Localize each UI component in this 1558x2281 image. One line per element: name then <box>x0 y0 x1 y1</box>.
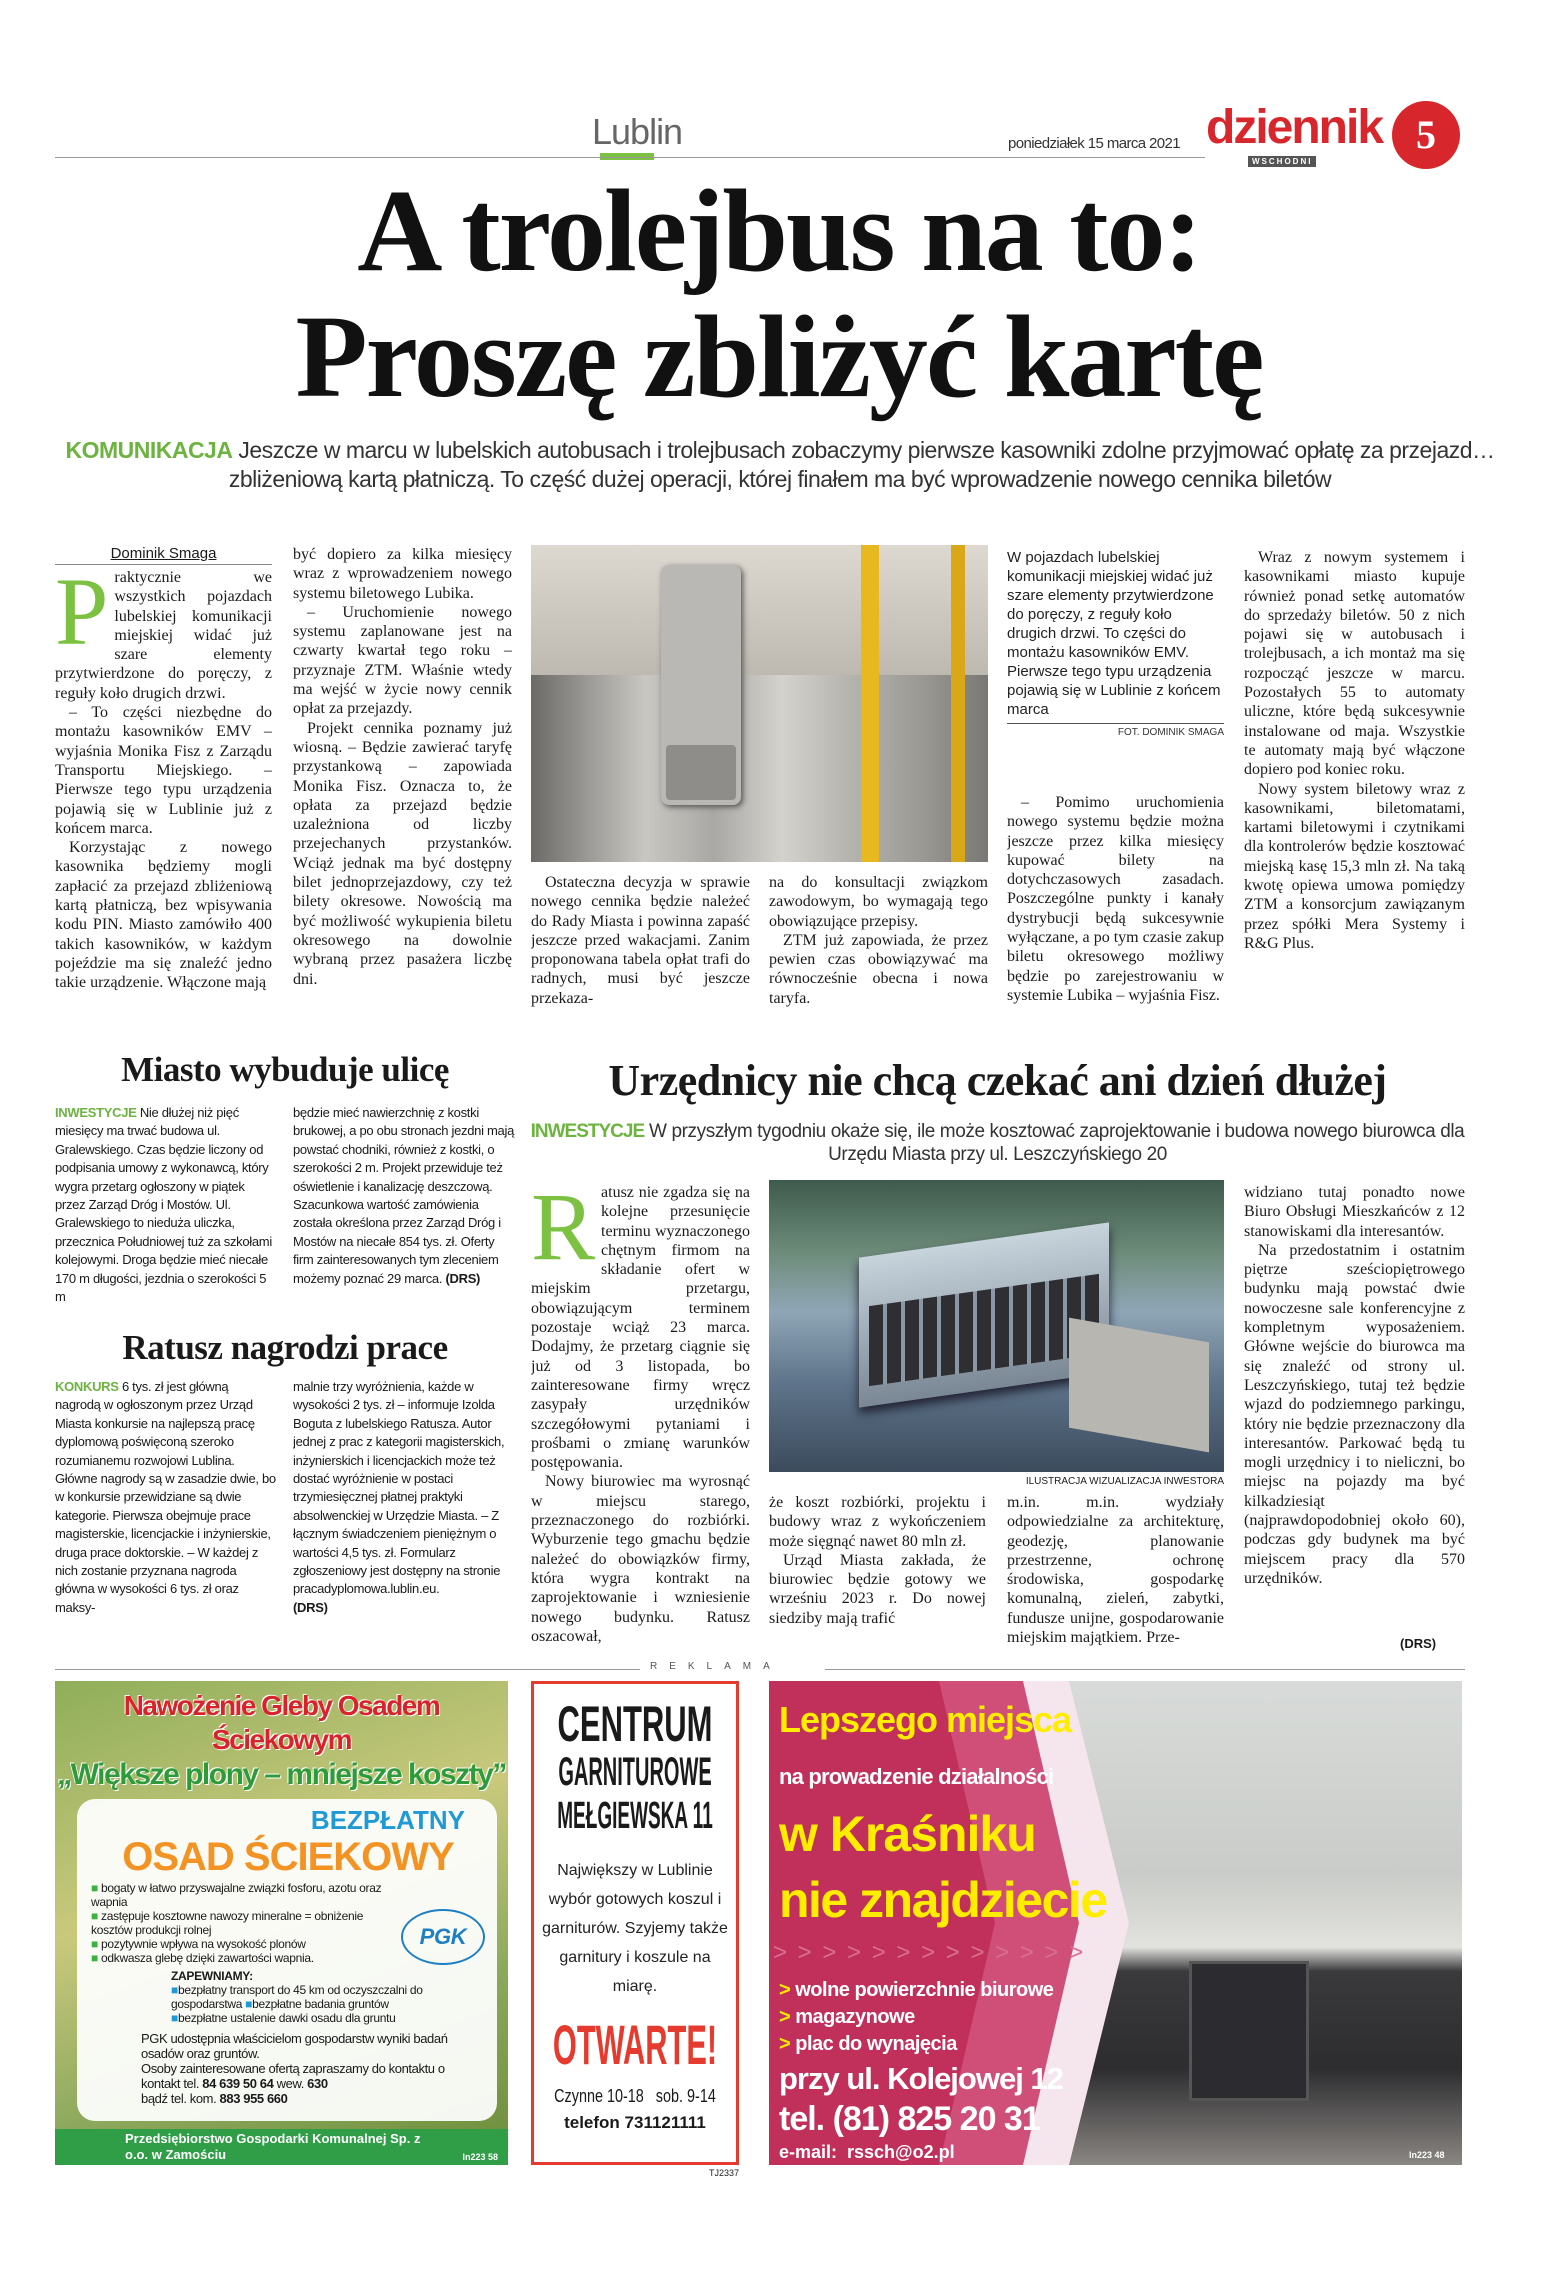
ad-divider-left <box>55 1669 640 1670</box>
ad3-phone: tel. (81) 825 20 31 <box>779 2100 1040 2138</box>
paragraph: raktycznie we wszystkich pojazdach lubelskiej komunikacji miejskiej widać już szare elementy przytwierdzone do poręczy, z reguły koło drugich drzwi. <box>55 569 272 702</box>
article-2-column-4 <box>1244 1183 1465 1630</box>
ticket-validator-photo <box>531 545 988 862</box>
paragraph: Projekt cennika poznamy już wiosną. – Będzie zawierać taryfę przystankową – zapowiada Monika Fisz. Oznacza to, że opłata za przejazd będzie uzależniona od liczby przejechanych przystanków. Wciąż jednak ma być dostępny bilet jednoprzejazdowy, czy też bilety okresowe. Nowością ma być możliwość wykupienia biletu okresowego na dowolnie wybraną przez pasażera liczbę dni. <box>293 719 512 988</box>
article-column-1 <box>55 545 272 1035</box>
newspaper-logo-sub: WSCHODNI <box>1248 156 1316 167</box>
paragraph: być dopiero za kilka miesięcy wraz z wprowadzeniem nowego systemu biletowego Lubika. <box>293 546 512 602</box>
article-2-kicker: INWESTYCJE <box>530 1121 645 1142</box>
paragraph: Ostateczna decyzja w sprawie nowego cennika będzie należeć do Rady Miasta i powinna zapaść jeszcze przed wakacjami. Zanim proponowana tabela opłat trafi do radnych, musi być jeszcze przekaza- <box>531 874 750 1007</box>
brief-1-text: będzie mieć nawierzchnię z kostki brukowej, a po obu stronach jezdni mają powstać chodniki, również z kostki, o szerokości 2 m. Projekt przewiduje też oświetlenie i kanalizację deszczową. Szacunkowa wartość zamówienia została określona przez Zarząd Dróg i Mostów na niecałe 854 tys. zł. Oferty firm zainteresowanych tym zleceniem możemy poznać 29 marca. <box>293 1105 514 1286</box>
issue-date: poniedziałek 15 marca 2021 <box>1008 135 1181 152</box>
ad2-body: Największy w Lublinie wybór gotowych koszul i garniturów. Szyjemy także garnitury i koszule na miarę. <box>542 1862 728 1995</box>
ad3-code: ln223 48 <box>1409 2150 1445 2160</box>
brief-2-column-2 <box>293 1378 515 1658</box>
ad1-benefits <box>91 1881 485 1965</box>
paragraph: m.in. m.in. wydziały odpowiedzialne za architekturę, geodezję, planowanie przestrzenne, ochronę środowiska, gospodarkę komunalną, zieleń, zabytki, fundusze unijne, gospodarowanie miejskim majątkiem. Prze- <box>1007 1494 1224 1647</box>
ad1-benefit: ■ zastępuje kosztowne nawozy mineralne = obniżenie kosztów produkcji rolnej <box>91 1909 364 1937</box>
drop-cap: R <box>531 1183 596 1280</box>
article-2-column-1 <box>531 1183 750 1655</box>
article-column-5 <box>1007 793 1224 1033</box>
suit-shop-ad <box>531 1681 739 2178</box>
ad1-slogan: „Większe plony – mniejsze koszty” <box>57 1758 506 1791</box>
ad1-content-box <box>77 1799 497 2121</box>
brief-2-title: Ratusz nagrodzi prace <box>122 1328 448 1367</box>
ad2-code: TJ2337 <box>708 2168 739 2178</box>
brief-2-column-1 <box>55 1378 277 1658</box>
ad3-arrows-decoration: > > > > > > > > > > > > > <box>773 1939 1086 1966</box>
article-2-headline: Urzędnicy nie chcą czekać ani dzień dłużej <box>608 1056 1387 1105</box>
photo-caption-block <box>1007 548 1224 738</box>
paragraph: – Pomimo uruchomienia nowego systemu będzie można jeszcze przez kilka miesięcy kupować bilety na dotychczasowych zasadach. Poszczególne punkty i kanały dystrybucji będą sukcesywnie wyłączane, a po tym czasie zakup biletu okresowego możliwy będzie po zarejestrowaniu w systemie Lubika – wyjaśnia Fisz. <box>1007 794 1224 1004</box>
ad2-open: OTWARTE! <box>552 2013 718 2076</box>
newspaper-logo: dziennik <box>1206 101 1383 154</box>
ad-divider-right <box>825 1669 1465 1670</box>
brief-2-sign: (DRS) <box>293 1599 328 1615</box>
header-rule <box>55 157 1205 158</box>
ad3-email: e-mail: rssch@o2.pl <box>779 2142 955 2162</box>
brief-1-sign: (DRS) <box>445 1270 481 1286</box>
paragraph: na do konsultacji związkom zawodowym, bo wymagają tego obowiązujące przepisy. <box>769 874 988 930</box>
article-column-4 <box>769 873 988 1033</box>
paragraph: Urząd Miasta zakłada, że biurowiec będzie gotowy we wrześniu 2023 r. Do nowej siedziby mają trafić <box>769 1551 986 1627</box>
ad1-benefit: ■ pozytywnie wpływa na wysokość plonów <box>91 1937 306 1951</box>
pgk-logo: PGK <box>401 1909 485 1965</box>
office-building-visualization <box>769 1180 1224 1472</box>
photo-caption: W pojazdach lubelskiej komunikacji miejskiej widać już szare elementy przytwierdzone do poręczy, z reguły koło drugich drzwi. To części do montażu kasowników EMV. Pierwsze tego typu urządzenia pojawią się w Lublinie z końcem marca <box>1007 549 1221 718</box>
ad2-phone: telefon 731121111 <box>564 2113 706 2132</box>
paragraph: Na przedostatnim i ostatnim piętrze sześciopiętrowego budynku mają powstać dwie nowoczesne sale konferencyjne z kompletnym wyposażeniem. Główne wejście do biurowca ma się znaleźć od strony ul. Leszczyńskiego, tutaj też będzie wjazd do podziemnego parkingu, który nie będzie przeznaczony dla interesantów. Parkować będą tu mogli urzędnicy i to nieliczni, bo miejsc na pojazdy ma być kilkadziesiąt (najprawdopodobniej około 60), podczas gdy budynek ma być miejscem pracy dla 570 urzędników. <box>1244 1241 1465 1587</box>
ad1-benefit: ■ odkwasza glebę dzięki zawartości wapnia. <box>91 1951 314 1965</box>
ad3-line-3: w Kraśniku <box>779 1806 1036 1862</box>
paragraph: widziano tutaj ponadto nowe Biuro Obsługi Mieszkańców z 12 stanowiskami dla interesantów. <box>1244 1184 1465 1240</box>
advertisement-label: REKLAMA <box>650 1661 782 1672</box>
brief-1-title: Miasto wybuduje ulicę <box>121 1050 449 1089</box>
ad1-code: ln223 58 <box>462 2152 498 2162</box>
ad3-line-2: na prowadzenie działalności <box>779 1764 1054 1789</box>
headline-line-1: A trolejbus na to: <box>357 165 1201 296</box>
ad3-line-1: Lepszego miejsca <box>779 1699 1072 1740</box>
ad2-hours: Czynne 10-18 sob. 9-14 <box>554 2086 716 2106</box>
ad2-line-1: CENTRUM <box>557 1696 713 1752</box>
paragraph: – To części niezbędne do montażu kasowników EMV – wyjaśnia Monika Fisz z Zarządu Transportu Miejskiego. – Pierwsze tego typu urządzenia pojawią się w Lublinie już z końcem marca. <box>55 704 272 837</box>
article-column-6 <box>1244 548 1465 1033</box>
brief-1-column-2 <box>293 1104 515 1324</box>
article-2-sign: (DRS) <box>1400 1636 1437 1651</box>
headline-line-2: Proszę zbliżyć kartę <box>295 291 1263 422</box>
section-label: Lublin <box>592 111 683 152</box>
paragraph: Nowy biurowiec ma wyrosnąć w miejscu starego, przeznaczonego do rozbiórki. Wyburzenie tego gmachu będzie należeć do obowiązków firmy, która wygra kontrakt na zaprojektowanie i wzniesienie nowego budynku. Ratusz oszacował, <box>531 1473 750 1645</box>
ad1-footer <box>55 2129 508 2165</box>
ad1-benefit: ■ bogaty w łatwo przyswajalne związki fosforu, azotu oraz wapnia <box>91 1881 382 1909</box>
brief-2-kicker: KONKURS <box>55 1379 119 1394</box>
ad3-feature: > magazynowe <box>779 2006 915 2028</box>
ad1-free: BEZPŁATNY <box>310 1805 465 1835</box>
ad3-address: przy ul. Kolejowej 12 <box>779 2061 1063 2096</box>
ad1-company: Przedsiębiorstwo Gospodarki Komunalnej Sp. z o.o. w Zamościu <box>125 2131 421 2162</box>
drop-cap: P <box>55 558 109 665</box>
lead-text: Jeszcze w marcu w lubelskich autobusach i trolejbusach zobaczymy pierwsze kasowniki zdolne przyjmować opłatę za przejazd… zbliżeniową kartą płatniczą. To część dużej operacji, której finałem ma być wprowadzenie nowego cennika biletów <box>228 437 1495 492</box>
brief-1-kicker: INWESTYCJE <box>55 1105 137 1120</box>
paragraph: że koszt rozbiórki, projektu i budowy wraz z wykończeniem może sięgnąć nawet 80 mln zł. <box>769 1494 986 1550</box>
article-2-lead-text: W przyszłym tygodniu okaże się, ile może kosztować zaprojektowanie i budowa nowego biurowca dla Urzędu Miasta przy ul. Leszczyńskiego 20 <box>649 1121 1465 1165</box>
ad3-feature: > wolne powierzchnie biurowe <box>779 1979 1054 2001</box>
photo-credit: FOT. DOMINIK SMAGA <box>1007 723 1224 738</box>
article-column-3 <box>531 873 750 1033</box>
paragraph: atusz nie zgadza się na kolejne przesunięcie terminu wyznaczonego chętnym firmom na składanie ofert w miejskim przetargu, obowiązującym terminem pozostaje wciąż 23 marca. Dodajmy, że przetarg ciągnie się już od 3 listopada, bo zainteresowane firmy wręcz zasypały urzędników szczegółowymi pytaniami i prośbami o zmianę warunków postępowania. <box>531 1184 750 1472</box>
office-rental-ad <box>769 1681 1462 2165</box>
ad2-line-3: MEŁGIEWSKA 11 <box>557 1795 713 1837</box>
article-2-lead <box>530 1120 1465 1166</box>
paragraph: ZTM już zapowiada, że przez pewien czas obowiązywać ma równocześnie obecna i nowa taryfa. <box>769 931 988 1007</box>
brief-1-text: Nie dłużej niż pięć miesięcy ma trwać budowa ul. Gralewskiego. Czas będzie liczony od podpisania umowy z wykonawcą, który wygra przetarg ogłoszony w piątek przez Zarząd Dróg i Mostów. Ul. Gralewskiego to nieduża uliczka, przecznica Południowej tuż za szkołami kolejowymi. Droga będzie mieć niecałe 170 m długości, jezdnia o szerokości 5 m <box>55 1105 272 1305</box>
paragraph: – Uruchomienie nowego systemu zaplanowane jest na czwarty kwartał tego roku – przyznaje ZTM. Właśnie wtedy ma wejść w życie nowy cennik opłat za przejazdy. <box>293 603 512 718</box>
ad1-contact: PGK udostępnia właścicielom gospodarstw wyniki badań osadów oraz gruntów. Osoby zainteresowane ofertą zapraszamy do kontaktu o kontakt tel. 84 639 50 64 wew. 630 bądź tel. kom. 883 955 660 <box>141 2031 448 2106</box>
brief-2-text: 6 tys. zł jest główną nagrodą w ogłoszonym przez Urząd Miasta konkursie na najlepszą pracę dyplomową poświęconą szeroko rozumianemu rozwojowi Lublina. Główne nagrody są w zasadzie dwie, bo w konkursie przewidziane są dwie kategorie. Pierwsza obejmuje prace magisterskie, licencjackie i inżynierskie, druga prace doktorskie. – W każdej z nich zostanie przyznana nagroda główna w wysokości 6 tys. zł oraz maksy- <box>55 1379 276 1615</box>
lead-kicker: KOMUNIKACJA <box>65 437 233 463</box>
paragraph: Wraz z nowym systemem i kasownikami miasto kupuje również ponad setkę automatów do sprzedaży biletów. 50 z nich pojawi się w autobusach i trolejbusach, a ich montaż ma się rozpocząć jeszcze w marcu. Pozostałych 55 to automaty uliczne, które będą sukcesywnie instalowane od maja. Wszystkie te automaty mają być włączone dopiero pod koniec roku. <box>1244 549 1465 779</box>
brief-1-column-1 <box>55 1104 277 1324</box>
ad3-line-4: nie znajdziecie <box>779 1872 1107 1928</box>
ad1-title: Nawożenie Gleby Osadem Ściekowym <box>123 1690 440 1755</box>
image-credit: ILUSTRACJA WIZUALIZACJA INWESTORA <box>1025 1476 1224 1487</box>
article-lead <box>60 436 1500 494</box>
ad1-product: OSAD ŚCIEKOWY <box>122 1835 454 1879</box>
byline: Dominik Smaga <box>55 545 272 565</box>
paragraph: Korzystając z nowego kasownika będziemy mogli zapłacić za przejazd zbliżeniową kartą płatniczą, bez wpisywania kodu PIN. Miasto zamówiło 400 takich kasowników, w każdym pojeździe ma się znaleźć jedno takie urządzenie. Włączone mają <box>55 839 272 992</box>
page-number: 5 <box>1392 101 1460 169</box>
ad1-guarantees: ZAPEWNIAMY: ■bezpłatny transport do 45 km od oczyszczalni do gospodarstwa ■bezpłatne badania gruntów ■bezpłatne ustalenie dawki osadu dla gruntu <box>171 1969 423 2025</box>
article-2-column-3 <box>1007 1493 1224 1655</box>
article-column-2 <box>293 545 512 1035</box>
ad2-line-2: GARNITUROWE <box>558 1750 712 1794</box>
paragraph: Nowy system biletowy wraz z kasownikami, biletomatami, kartami biletowymi i czytnikami dla kontrolerów będzie kosztować miejską kasę 15,3 mln zł. Na taką kwotę opiewa umowa pomiędzy ZTM a konsorcjum zawiązanym przez spółki Mera Systemy i R&G Plus. <box>1244 780 1465 952</box>
ad3-feature: > plac do wynajęcia <box>779 2033 957 2055</box>
ad3-features <box>779 1977 1053 2058</box>
article-2-column-2 <box>769 1493 986 1655</box>
sewage-sludge-ad <box>55 1681 508 2165</box>
brief-2-text: malnie trzy wyróżnienia, każde w wysokości 2 tys. zł – informuje Izolda Boguta z lubelskiego Ratusza. Autor jednej z prac z kategorii magisterskich, inżynierskich i licencjackich może też dostać wyróżnienie w postaci trzymiesięcznej płatnej praktyki absolwenckiej w Urzędzie Miasta. – Z łącznym świadczeniem pieniężnym o wartości 4,5 tys. zł. Formularz zgłoszeniowy jest dostępny na stronie pracadyplomowa.lublin.eu. <box>293 1379 505 1597</box>
